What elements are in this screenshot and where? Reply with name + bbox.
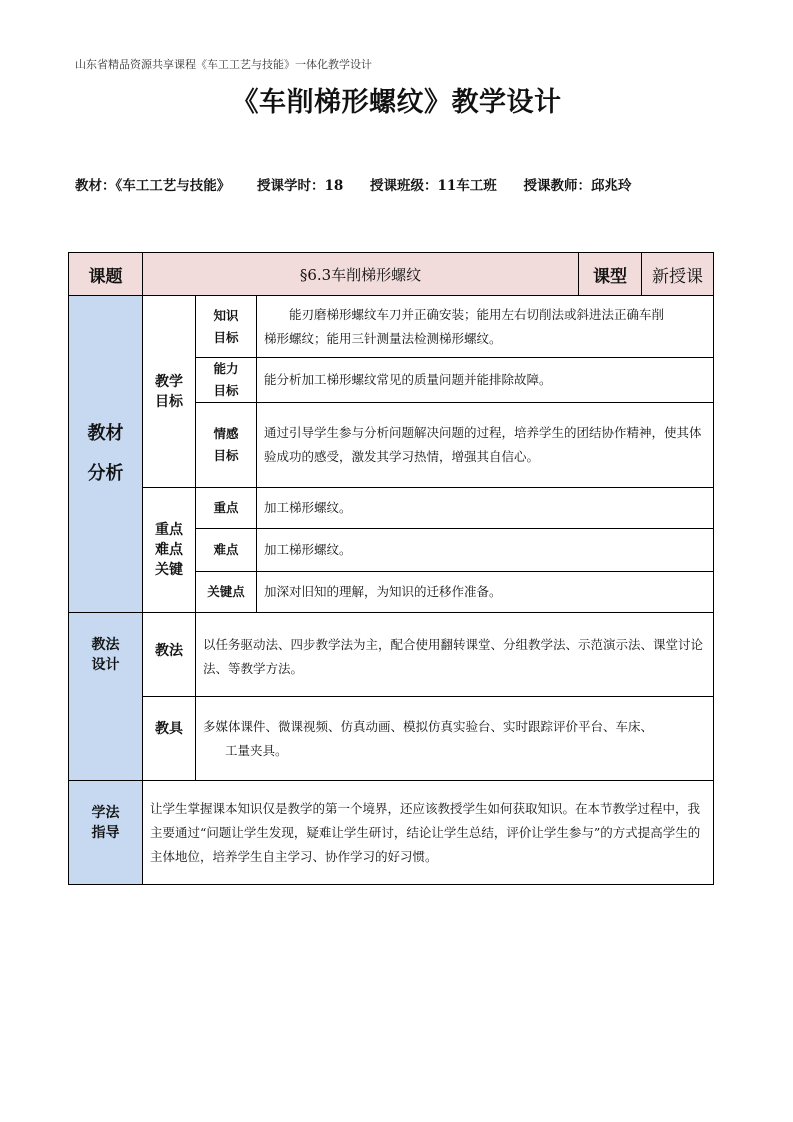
difficulty-text: 加工梯形螺纹。 (257, 529, 714, 572)
knowledge-goal-text-line1: 能刃磨梯形螺纹车刀并正确安装；能用左右切削法或斜进法正确车削 (289, 306, 665, 322)
ability-goal-label-line2: 目标 (213, 383, 239, 398)
keys-group-label-line2: 难点 (155, 542, 183, 558)
teaching-tools-text-line2: 工量夹具。 (225, 743, 288, 758)
knowledge-goal-label (196, 296, 257, 358)
ability-goal-label (196, 358, 257, 403)
material-analysis-label-line1: 教材 (87, 423, 124, 444)
teaching-design-label-line1: 教法 (91, 637, 120, 653)
teaching-tools-text-line1: 多媒体课件、微课视频、仿真动画、模拟仿真实验台、实时跟踪评价平台、车床、 (203, 719, 654, 734)
study-guide-label-line1: 学法 (91, 805, 120, 821)
emotion-goal-text: 通过引导学生参与分析问题解决问题的过程，培养学生的团结协作精神，使其体验成功的感受，激发其学习热情，增强其自信心。 (257, 403, 714, 488)
teaching-method-text: 以任务驱动法、四步教学法为主，配合使用翻转课堂、分组教学法、示范演示法、课堂讨论法、等教学方法。 (196, 613, 714, 697)
course-meta (75, 170, 715, 202)
teaching-design-label-line2: 设计 (91, 657, 120, 673)
lesson-type-label: 课型 (579, 253, 642, 296)
keys-group-label-line1: 重点 (155, 522, 183, 538)
emotion-goal-label-line2: 目标 (213, 448, 239, 463)
keys-group-label-line3: 关键 (155, 562, 183, 578)
knowledge-goal-row (69, 296, 714, 358)
ability-goal-label-line1: 能力 (213, 361, 239, 376)
emotion-goal-label (196, 403, 257, 488)
hours-value: 18 (324, 178, 344, 194)
difficulty-label: 难点 (196, 529, 257, 572)
knowledge-goal-label-line2: 目标 (213, 329, 239, 345)
lesson-type-value: 新授课 (642, 253, 714, 296)
study-guide-label-line2: 指导 (91, 825, 120, 841)
hours-label: 授课学时： (256, 178, 325, 194)
teaching-tools-label: 教具 (143, 697, 196, 781)
focus-text: 加工梯形螺纹。 (257, 488, 714, 529)
material-analysis-label (69, 296, 143, 613)
topic-label: 课题 (69, 253, 143, 296)
key-point-text: 加深对旧知的理解，为知识的迁移作准备。 (257, 572, 714, 613)
emotion-goal-label-line1: 情感 (213, 426, 239, 441)
focus-label: 重点 (196, 488, 257, 529)
teaching-design-table (68, 252, 714, 885)
knowledge-goal-text-line2: 梯形螺纹；能用三针测量法检测梯形螺纹。 (264, 330, 502, 346)
knowledge-goal-label-line1: 知识 (213, 307, 239, 323)
textbook-value: 《车工工艺与技能》 (115, 178, 231, 194)
material-analysis-label-line2: 分析 (87, 463, 124, 484)
teacher-value: 邱兆玲 (590, 178, 632, 194)
key-point-label: 关键点 (196, 572, 257, 613)
teacher-label: 授课教师： (523, 178, 591, 194)
teaching-goals-label (143, 296, 196, 488)
ability-goal-text: 能分析加工梯形螺纹常见的质量问题并能排除故障。 (257, 358, 714, 403)
study-guide-label (69, 781, 143, 885)
document-title: 《车削梯形螺纹》教学设计 (231, 87, 562, 118)
teaching-tools-row (69, 697, 714, 781)
teaching-goals-label-line2: 目标 (155, 393, 183, 410)
class-value: 11车工班 (437, 178, 497, 194)
topic-row (69, 253, 714, 296)
study-guide-row (69, 781, 714, 885)
topic-value: §6.3车削梯形螺纹 (143, 253, 579, 296)
focus-row (69, 488, 714, 529)
teaching-method-row (69, 613, 714, 697)
knowledge-goal-text (257, 296, 714, 358)
teaching-design-label (69, 613, 143, 781)
teaching-tools-text (196, 697, 714, 781)
teaching-method-label: 教法 (143, 613, 196, 697)
keys-group-label (143, 488, 196, 613)
page-header: 山东省精品资源共享课程《车工工艺与技能》一体化教学设计 (75, 58, 372, 71)
textbook-label: 教材： (75, 178, 116, 194)
class-label: 授课班级： (369, 178, 438, 194)
teaching-goals-label-line1: 教学 (155, 373, 183, 390)
study-guide-text: 让学生掌握课本知识仅是教学的第一个境界，还应该教授学生如何获取知识。在本节教学过程中，我主要通过“问题让学生发现，疑难让学生研讨，结论让学生总结，评价让学生参与”的方式提高学生的主体地位，培养学生自主学习、协作学习的好习惯。 (143, 781, 714, 885)
